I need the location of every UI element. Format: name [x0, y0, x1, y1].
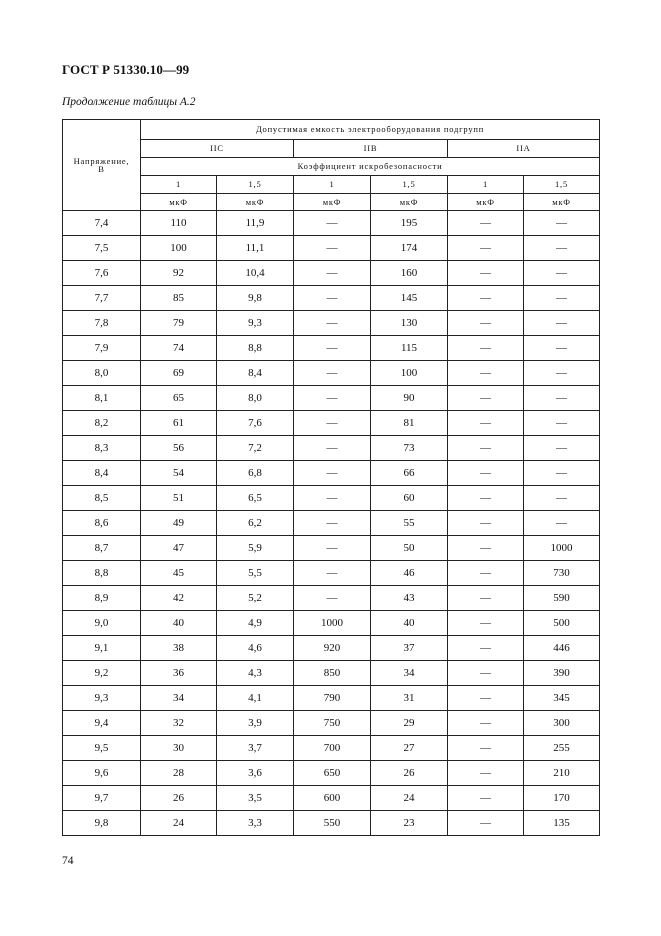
capacitance-cell: 79	[141, 311, 217, 336]
subgroup-header: IIB	[294, 140, 448, 158]
capacitance-cell: 38	[141, 636, 217, 661]
coefficient-header: Коэффициент искробезопасности	[141, 158, 600, 176]
capacitance-cell: 10,4	[217, 261, 294, 286]
table-row	[63, 761, 600, 786]
voltage-cell: 7,6	[63, 261, 141, 286]
capacitance-cell: 66	[371, 461, 448, 486]
table-row	[63, 636, 600, 661]
subgroup-header: IIA	[448, 140, 600, 158]
capacitance-cell: 26	[141, 786, 217, 811]
capacitance-cell: 4,1	[217, 686, 294, 711]
capacitance-cell: —	[448, 511, 524, 536]
capacitance-cell: 55	[371, 511, 448, 536]
capacitance-cell: 850	[294, 661, 371, 686]
capacitance-cell: 100	[141, 236, 217, 261]
capacitance-cell: 790	[294, 686, 371, 711]
capacitance-cell: 42	[141, 586, 217, 611]
capacitance-cell: —	[294, 261, 371, 286]
capacitance-cell: 5,2	[217, 586, 294, 611]
voltage-cell: 9,7	[63, 786, 141, 811]
capacitance-cell: 130	[371, 311, 448, 336]
voltage-cell: 9,8	[63, 811, 141, 836]
capacitance-cell: —	[294, 236, 371, 261]
capacitance-cell: 4,3	[217, 661, 294, 686]
capacitance-cell: 9,8	[217, 286, 294, 311]
capacitance-cell: 145	[371, 286, 448, 311]
table-row	[63, 211, 600, 236]
table-row	[63, 236, 600, 261]
capacitance-cell: —	[448, 661, 524, 686]
voltage-cell: 7,7	[63, 286, 141, 311]
capacitance-cell: 32	[141, 711, 217, 736]
table-row	[63, 511, 600, 536]
voltage-cell: 8,1	[63, 386, 141, 411]
capacitance-cell: —	[524, 386, 600, 411]
capacitance-cell: 6,5	[217, 486, 294, 511]
document-header: ГОСТ Р 51330.10—99	[62, 62, 190, 77]
capacitance-cell: —	[448, 361, 524, 386]
voltage-cell: 7,8	[63, 311, 141, 336]
capacitance-cell: 390	[524, 661, 600, 686]
capacitance-cell: —	[448, 286, 524, 311]
capacitance-cell: 920	[294, 636, 371, 661]
capacitance-cell: —	[524, 461, 600, 486]
table-row	[63, 336, 600, 361]
voltage-cell: 8,0	[63, 361, 141, 386]
capacitance-cell: 92	[141, 261, 217, 286]
capacitance-cell: 61	[141, 411, 217, 436]
capacitance-cell: —	[448, 786, 524, 811]
capacitance-cell: 8,8	[217, 336, 294, 361]
voltage-cell: 8,5	[63, 486, 141, 511]
table-header	[63, 120, 600, 211]
capacitance-cell: —	[294, 361, 371, 386]
capacitance-cell: —	[448, 236, 524, 261]
voltage-cell: 9,0	[63, 611, 141, 636]
page-number: 74	[62, 855, 74, 867]
coefficient-value: 1,5	[524, 176, 600, 194]
capacitance-cell: 6,2	[217, 511, 294, 536]
voltage-cell: 9,4	[63, 711, 141, 736]
capacitance-cell: —	[448, 586, 524, 611]
capacitance-cell: 29	[371, 711, 448, 736]
table-row	[63, 586, 600, 611]
capacitance-cell: 3,7	[217, 736, 294, 761]
coefficient-value: 1,5	[217, 176, 294, 194]
capacitance-cell: —	[448, 686, 524, 711]
voltage-cell: 8,4	[63, 461, 141, 486]
capacitance-cell: 73	[371, 436, 448, 461]
table-row	[63, 286, 600, 311]
table-body	[63, 211, 600, 836]
capacitance-cell: 195	[371, 211, 448, 236]
capacitance-cell: —	[294, 211, 371, 236]
voltage-cell: 8,9	[63, 586, 141, 611]
capacitance-cell: 3,3	[217, 811, 294, 836]
capacitance-table	[62, 119, 600, 836]
capacitance-cell: —	[294, 286, 371, 311]
capacitance-cell: 45	[141, 561, 217, 586]
capacitance-cell: 500	[524, 611, 600, 636]
capacitance-cell: —	[448, 486, 524, 511]
capacitance-cell: 24	[141, 811, 217, 836]
capacitance-cell: —	[524, 486, 600, 511]
capacitance-cell: —	[448, 461, 524, 486]
capacitance-cell: 40	[371, 611, 448, 636]
table-row	[63, 711, 600, 736]
capacitance-cell: —	[524, 286, 600, 311]
capacitance-cell: —	[448, 261, 524, 286]
coefficient-value: 1	[448, 176, 524, 194]
capacitance-cell: 54	[141, 461, 217, 486]
capacitance-cell: 170	[524, 786, 600, 811]
capacitance-cell: 65	[141, 386, 217, 411]
capacitance-cell: —	[524, 236, 600, 261]
capacitance-cell: —	[294, 461, 371, 486]
capacitance-cell: —	[448, 636, 524, 661]
capacitance-cell: —	[448, 386, 524, 411]
group-header: Допустимая емкость электрооборудования подгрупп	[141, 120, 600, 140]
capacitance-cell: 50	[371, 536, 448, 561]
capacitance-cell: —	[524, 311, 600, 336]
capacitance-cell: —	[294, 536, 371, 561]
capacitance-cell: 8,4	[217, 361, 294, 386]
capacitance-cell: —	[524, 511, 600, 536]
capacitance-cell: 24	[371, 786, 448, 811]
capacitance-cell: —	[448, 211, 524, 236]
capacitance-cell: 69	[141, 361, 217, 386]
capacitance-cell: 9,3	[217, 311, 294, 336]
voltage-cell: 7,9	[63, 336, 141, 361]
capacitance-cell: 11,1	[217, 236, 294, 261]
subgroup-header: IIC	[141, 140, 294, 158]
capacitance-cell: 7,2	[217, 436, 294, 461]
capacitance-cell: 730	[524, 561, 600, 586]
table-row	[63, 311, 600, 336]
unit-label: мкФ	[371, 194, 448, 211]
unit-label: мкФ	[524, 194, 600, 211]
table-row	[63, 811, 600, 836]
capacitance-cell: 3,5	[217, 786, 294, 811]
capacitance-cell: —	[524, 361, 600, 386]
capacitance-cell: 85	[141, 286, 217, 311]
capacitance-cell: 37	[371, 636, 448, 661]
capacitance-cell: 600	[294, 786, 371, 811]
capacitance-cell: 115	[371, 336, 448, 361]
unit-label: мкФ	[141, 194, 217, 211]
capacitance-cell: —	[448, 736, 524, 761]
table-row	[63, 786, 600, 811]
table-row	[63, 386, 600, 411]
capacitance-cell: —	[524, 411, 600, 436]
capacitance-cell: —	[294, 311, 371, 336]
capacitance-cell: 90	[371, 386, 448, 411]
capacitance-cell: 4,9	[217, 611, 294, 636]
capacitance-cell: —	[448, 536, 524, 561]
voltage-cell: 7,4	[63, 211, 141, 236]
coefficient-value: 1	[294, 176, 371, 194]
capacitance-cell: 446	[524, 636, 600, 661]
capacitance-cell: 46	[371, 561, 448, 586]
capacitance-cell: 51	[141, 486, 217, 511]
unit-label: мкФ	[294, 194, 371, 211]
capacitance-cell: 5,5	[217, 561, 294, 586]
capacitance-cell: 40	[141, 611, 217, 636]
capacitance-cell: 1000	[524, 536, 600, 561]
table-row	[63, 461, 600, 486]
capacitance-cell: 30	[141, 736, 217, 761]
capacitance-cell: 49	[141, 511, 217, 536]
capacitance-cell: 110	[141, 211, 217, 236]
capacitance-cell: 43	[371, 586, 448, 611]
capacitance-cell: 34	[141, 686, 217, 711]
capacitance-cell: 47	[141, 536, 217, 561]
coefficient-value: 1	[141, 176, 217, 194]
voltage-cell: 9,2	[63, 661, 141, 686]
table-row	[63, 436, 600, 461]
capacitance-cell: 590	[524, 586, 600, 611]
capacitance-cell: 5,9	[217, 536, 294, 561]
capacitance-cell: 34	[371, 661, 448, 686]
capacitance-cell: —	[524, 211, 600, 236]
capacitance-cell: —	[294, 586, 371, 611]
voltage-cell: 8,8	[63, 561, 141, 586]
table-caption: Продолжение таблицы А.2	[62, 96, 196, 108]
capacitance-cell: 300	[524, 711, 600, 736]
capacitance-cell: 26	[371, 761, 448, 786]
capacitance-cell: 7,6	[217, 411, 294, 436]
capacitance-cell: 28	[141, 761, 217, 786]
capacitance-cell: 74	[141, 336, 217, 361]
capacitance-cell: 135	[524, 811, 600, 836]
capacitance-cell: 100	[371, 361, 448, 386]
capacitance-cell: —	[524, 261, 600, 286]
capacitance-cell: —	[448, 311, 524, 336]
table-row	[63, 536, 600, 561]
unit-label: мкФ	[217, 194, 294, 211]
capacitance-cell: 4,6	[217, 636, 294, 661]
capacitance-cell: —	[294, 336, 371, 361]
voltage-cell: 9,1	[63, 636, 141, 661]
voltage-cell: 8,2	[63, 411, 141, 436]
capacitance-cell: 345	[524, 686, 600, 711]
capacitance-cell: —	[294, 511, 371, 536]
capacitance-cell: 31	[371, 686, 448, 711]
coefficient-value: 1,5	[371, 176, 448, 194]
unit-label: мкФ	[448, 194, 524, 211]
voltage-cell: 9,6	[63, 761, 141, 786]
table-row	[63, 686, 600, 711]
capacitance-cell: —	[448, 761, 524, 786]
capacitance-cell: —	[294, 561, 371, 586]
capacitance-cell: 550	[294, 811, 371, 836]
capacitance-cell: —	[294, 436, 371, 461]
table-row	[63, 736, 600, 761]
capacitance-cell: 1000	[294, 611, 371, 636]
capacitance-cell: 8,0	[217, 386, 294, 411]
capacitance-cell: 23	[371, 811, 448, 836]
capacitance-cell: 3,6	[217, 761, 294, 786]
capacitance-cell: 3,9	[217, 711, 294, 736]
capacitance-cell: 650	[294, 761, 371, 786]
capacitance-cell: —	[448, 336, 524, 361]
capacitance-cell: —	[294, 411, 371, 436]
capacitance-cell: —	[448, 811, 524, 836]
table-row	[63, 661, 600, 686]
voltage-cell: 9,5	[63, 736, 141, 761]
capacitance-cell: —	[448, 411, 524, 436]
capacitance-cell: 81	[371, 411, 448, 436]
table-row	[63, 411, 600, 436]
capacitance-cell: 700	[294, 736, 371, 761]
table-row	[63, 486, 600, 511]
capacitance-cell: 36	[141, 661, 217, 686]
capacitance-cell: 60	[371, 486, 448, 511]
capacitance-cell: 210	[524, 761, 600, 786]
capacitance-cell: —	[524, 436, 600, 461]
voltage-cell: 8,3	[63, 436, 141, 461]
voltage-header: Напряжение, В	[63, 120, 141, 211]
capacitance-cell: —	[448, 611, 524, 636]
voltage-cell: 8,6	[63, 511, 141, 536]
voltage-cell: 7,5	[63, 236, 141, 261]
capacitance-cell: —	[524, 336, 600, 361]
capacitance-cell: 160	[371, 261, 448, 286]
capacitance-cell: —	[294, 386, 371, 411]
capacitance-cell: 255	[524, 736, 600, 761]
voltage-cell: 9,3	[63, 686, 141, 711]
capacitance-cell: 56	[141, 436, 217, 461]
table-row	[63, 261, 600, 286]
capacitance-cell: 750	[294, 711, 371, 736]
table-row	[63, 361, 600, 386]
capacitance-cell: 27	[371, 736, 448, 761]
capacitance-cell: 174	[371, 236, 448, 261]
capacitance-cell: —	[448, 436, 524, 461]
table-row	[63, 611, 600, 636]
capacitance-cell: —	[448, 561, 524, 586]
voltage-cell: 8,7	[63, 536, 141, 561]
capacitance-cell: —	[448, 711, 524, 736]
capacitance-cell: 11,9	[217, 211, 294, 236]
table-row	[63, 561, 600, 586]
capacitance-cell: 6,8	[217, 461, 294, 486]
capacitance-cell: —	[294, 486, 371, 511]
